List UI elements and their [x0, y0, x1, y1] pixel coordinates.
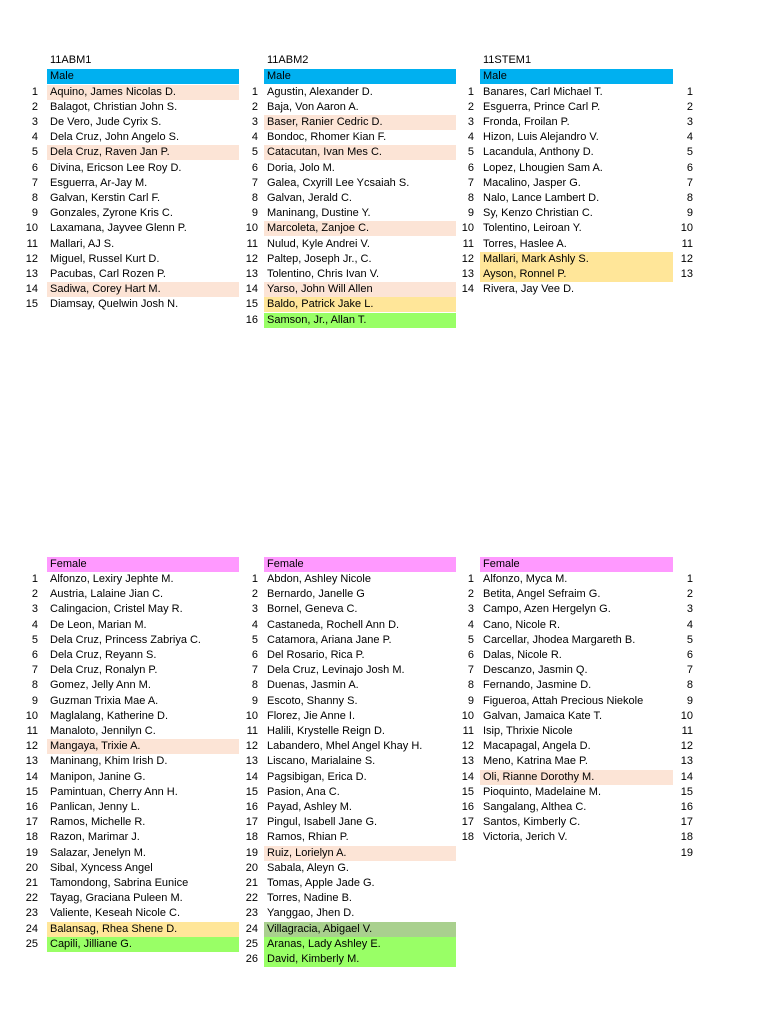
row-number: 3 — [31, 115, 38, 128]
student-name: Gomez, Jelly Ann M. — [50, 679, 151, 692]
row-number: 3 — [31, 603, 38, 616]
row-number: 16 — [461, 801, 474, 813]
row-number: 9 — [467, 694, 474, 707]
student-name: Tolentino, Leiroan Y. — [483, 222, 582, 235]
female-header-11stem1: Female — [480, 557, 673, 572]
row-number: 1 — [251, 573, 258, 585]
student-name: Dela Cruz, Reyann S. — [50, 649, 157, 661]
student-name: Castaneda, Rochell Ann D. — [267, 618, 400, 631]
right-row-number: 4 — [686, 131, 693, 144]
student-name: Gonzales, Zyrone Kris C. — [50, 207, 173, 220]
student-name: Alfonzo, Myca M. — [483, 573, 568, 585]
student-name: Esguerra, Prince Carl P. — [483, 100, 601, 113]
row-number: 8 — [251, 191, 258, 204]
row-number: 9 — [251, 207, 258, 220]
student-name: Descanzo, Jasmin Q. — [483, 664, 588, 677]
row-number: 11 — [462, 725, 474, 737]
student-name: Bornel, Geneva C. — [267, 603, 358, 616]
right-row-number: 18 — [680, 831, 693, 844]
student-name: Macalino, Jasper G. — [483, 176, 581, 189]
row-number: 18 — [245, 831, 258, 844]
student-name: Dalas, Nicole R. — [483, 649, 562, 661]
row-number: 16 — [245, 313, 258, 326]
right-row-number: 11 — [681, 237, 693, 250]
student-name: Carcellar, Jhodea Margareth B. — [483, 633, 636, 646]
student-name: Santos, Kimberly C. — [483, 816, 581, 829]
student-name: Pasion, Ana C. — [267, 785, 340, 798]
student-name: Mangaya, Trixie A. — [47, 739, 239, 754]
row-number: 21 — [25, 877, 38, 889]
row-number: 14 — [25, 770, 38, 783]
student-name: Dela Cruz, John Angelo S. — [50, 131, 180, 144]
student-name: Villagracia, Abigael V. — [264, 922, 456, 937]
row-number: 11 — [26, 725, 38, 737]
row-number: 6 — [467, 649, 474, 661]
row-number: 3 — [467, 603, 474, 616]
student-name: Maninang, Dustine Y. — [267, 207, 371, 220]
right-row-number: 6 — [686, 161, 693, 174]
row-number: 10 — [461, 709, 474, 722]
student-name: Liscano, Marialaine S. — [267, 755, 376, 768]
right-row-number: 2 — [686, 100, 693, 113]
male-header-11stem1: Male — [480, 69, 673, 84]
student-name: Duenas, Jasmin A. — [267, 679, 359, 692]
row-number: 9 — [251, 694, 258, 707]
student-name: Halili, Krystelle Reign D. — [267, 725, 385, 737]
right-row-number: 1 — [686, 85, 693, 98]
row-number: 8 — [251, 679, 258, 692]
right-row-number: 1 — [686, 573, 693, 585]
row-number: 17 — [25, 816, 38, 829]
row-number: 5 — [467, 146, 474, 159]
row-number: 5 — [467, 633, 474, 646]
row-number: 12 — [25, 740, 38, 753]
row-number: 12 — [461, 740, 474, 753]
student-name: Calingacion, Cristel May R. — [50, 603, 183, 616]
row-number: 18 — [461, 831, 474, 844]
right-row-number: 16 — [680, 801, 693, 813]
student-name: Hizon, Luis Alejandro V. — [483, 131, 599, 144]
student-name: Cano, Nicole R. — [483, 618, 561, 631]
student-name: Dela Cruz, Ronalyn P. — [50, 664, 158, 677]
student-name: Sibal, Xyncess Angel — [50, 861, 153, 874]
student-name: Razon, Marimar J. — [50, 831, 140, 844]
student-name: Balansag, Rhea Shene D. — [47, 922, 239, 937]
row-number: 2 — [31, 588, 38, 601]
row-number: 15 — [461, 785, 474, 798]
student-name: Dela Cruz, Princess Zabriya C. — [50, 633, 201, 646]
right-row-number: 2 — [686, 588, 693, 601]
student-name: Pacubas, Carl Rozen P. — [50, 267, 166, 280]
row-number: 22 — [25, 892, 38, 905]
student-name: Lacandula, Anthony D. — [483, 146, 594, 159]
right-row-number: 12 — [680, 252, 693, 265]
student-name: Salazar, Jenelyn M. — [50, 846, 146, 859]
student-name: Ruiz, Lorielyn A. — [264, 846, 456, 861]
row-number: 1 — [467, 85, 474, 98]
student-name: Dela Cruz, Raven Jan P. — [47, 145, 239, 160]
row-number: 2 — [467, 100, 474, 113]
right-row-number: 12 — [680, 740, 693, 753]
student-name: Torres, Nadine B. — [267, 892, 352, 905]
row-number: 16 — [25, 801, 38, 813]
row-number: 5 — [251, 146, 258, 159]
student-name: Catacutan, Ivan Mes C. — [264, 145, 456, 160]
row-number: 18 — [25, 831, 38, 844]
row-number: 2 — [251, 100, 258, 113]
student-name: Sy, Kenzo Christian C. — [483, 207, 593, 220]
row-number: 2 — [251, 588, 258, 601]
row-number: 12 — [245, 740, 258, 753]
student-name: Samson, Jr., Allan T. — [264, 313, 456, 328]
student-name: Tayag, Graciana Puleen M. — [50, 892, 183, 905]
row-number: 15 — [245, 298, 258, 311]
right-row-number: 17 — [680, 816, 693, 829]
student-name: Baser, Ranier Cedric D. — [264, 115, 456, 130]
row-number: 14 — [461, 283, 474, 296]
student-name — [480, 846, 673, 861]
right-row-number: 7 — [686, 664, 693, 677]
student-name: Panlican, Jenny L. — [50, 801, 140, 813]
row-number: 26 — [245, 953, 258, 965]
student-name: Sangalang, Althea C. — [483, 801, 587, 813]
row-number: 13 — [25, 755, 38, 768]
row-number: 6 — [31, 649, 38, 661]
student-name: Bernardo, Janelle G — [267, 588, 365, 601]
student-name: Figueroa, Attah Precious Niekole — [483, 694, 644, 707]
right-row-number: 10 — [680, 709, 693, 722]
student-name: Labandero, Mhel Angel Khay H. — [267, 740, 423, 753]
row-number: 16 — [245, 801, 258, 813]
student-name: Nulud, Kyle Andrei V. — [267, 237, 370, 250]
right-row-number: 4 — [686, 618, 693, 631]
row-number: 4 — [251, 131, 258, 144]
right-row-number: 14 — [680, 770, 693, 783]
student-name: Pamintuan, Cherry Ann H. — [50, 785, 178, 798]
student-name: Aranas, Lady Ashley E. — [264, 937, 456, 952]
student-name: Austria, Lalaine Jian C. — [50, 588, 164, 601]
row-number: 3 — [251, 603, 258, 616]
row-number: 7 — [31, 664, 38, 677]
student-name: Betita, Angel Sefraim G. — [483, 588, 601, 601]
row-number: 5 — [251, 633, 258, 646]
student-name: Capili, Jilliane G. — [47, 937, 239, 952]
right-row-number: 3 — [686, 115, 693, 128]
row-number: 17 — [461, 816, 474, 829]
student-name: Abdon, Ashley Nicole — [267, 573, 371, 585]
row-number: 2 — [31, 100, 38, 113]
student-name: Macapagal, Angela D. — [483, 740, 591, 753]
row-number: 1 — [467, 573, 474, 585]
row-number: 20 — [245, 861, 258, 874]
right-row-number: 5 — [686, 633, 693, 646]
row-number: 10 — [25, 709, 38, 722]
row-number: 22 — [245, 892, 258, 905]
student-name: Marcoleta, Zanjoe C. — [264, 221, 456, 236]
row-number: 1 — [31, 573, 38, 585]
student-name: Pingul, Isabell Jane G. — [267, 816, 378, 829]
student-name: Balagot, Christian John S. — [50, 100, 178, 113]
row-number: 5 — [31, 633, 38, 646]
row-number: 4 — [467, 618, 474, 631]
student-name: Rivera, Jay Vee D. — [483, 283, 575, 296]
row-number: 23 — [25, 907, 38, 920]
row-number: 3 — [251, 115, 258, 128]
row-number: 10 — [245, 222, 258, 235]
row-number: 10 — [25, 222, 38, 235]
right-row-number: 19 — [680, 846, 693, 859]
row-number — [454, 846, 474, 861]
row-number: 9 — [31, 207, 38, 220]
student-name: Baldo, Patrick Jake L. — [264, 297, 456, 312]
right-row-number: 11 — [681, 725, 693, 737]
section-title-11stem1: 11STEM1 — [483, 54, 532, 66]
row-number: 10 — [461, 222, 474, 235]
student-name: Isip, Thrixie Nicole — [483, 725, 573, 737]
row-number: 8 — [31, 679, 38, 692]
row-number: 23 — [245, 907, 258, 920]
row-number: 14 — [461, 770, 474, 783]
student-name: Tolentino, Chris Ivan V. — [267, 267, 380, 280]
row-number: 11 — [26, 237, 38, 250]
row-number: 1 — [31, 85, 38, 98]
student-name: Maglalang, Katherine D. — [50, 709, 169, 722]
student-name: Oli, Rianne Dorothy M. — [480, 770, 673, 785]
student-name: Yanggao, Jhen D. — [267, 907, 355, 920]
section-title-11abm2: 11ABM2 — [267, 54, 309, 66]
student-name: Ramos, Michelle R. — [50, 816, 146, 829]
row-number: 20 — [25, 861, 38, 874]
right-row-number: 8 — [686, 191, 693, 204]
section-title-11abm1: 11ABM1 — [50, 54, 92, 66]
student-name: Tamondong, Sabrina Eunice — [50, 877, 189, 889]
row-number: 13 — [245, 267, 258, 280]
row-number: 24 — [245, 922, 258, 935]
student-name: Galea, Cxyrill Lee Ycsaiah S. — [267, 176, 410, 189]
student-name: Campo, Azen Hergelyn G. — [483, 603, 611, 616]
student-name: Galvan, Kerstin Carl F. — [50, 191, 161, 204]
row-number: 6 — [251, 161, 258, 174]
row-number: 14 — [25, 283, 38, 296]
row-number: 9 — [467, 207, 474, 220]
student-name: Sadiwa, Corey Hart M. — [47, 282, 239, 297]
student-name: Bondoc, Rhomer Kian F. — [267, 131, 387, 144]
row-number: 8 — [467, 191, 474, 204]
row-number: 14 — [245, 283, 258, 296]
row-number: 7 — [251, 664, 258, 677]
student-name: Lopez, Lhougien Sam A. — [483, 161, 603, 174]
student-name: Mallari, Mark Ashly S. — [480, 252, 673, 267]
student-name: Fronda, Froilan P. — [483, 115, 570, 128]
row-number: 11 — [462, 237, 474, 250]
right-row-number: 9 — [686, 207, 693, 220]
right-row-number: 13 — [680, 267, 693, 280]
student-name: Galvan, Jerald C. — [267, 191, 352, 204]
row-number: 15 — [25, 298, 38, 311]
student-name: Laxamana, Jayvee Glenn P. — [50, 222, 187, 235]
student-name: Del Rosario, Rica P. — [267, 649, 365, 661]
student-name: Florez, Jie Anne I. — [267, 709, 356, 722]
row-number: 8 — [467, 679, 474, 692]
row-number: 7 — [31, 176, 38, 189]
student-name: Banares, Carl Michael T. — [483, 85, 603, 98]
row-number: 19 — [25, 846, 38, 859]
student-name: Divina, Ericson Lee Roy D. — [50, 161, 182, 174]
student-name: Dela Cruz, Levinajo Josh M. — [267, 664, 405, 677]
student-name: Ayson, Ronnel P. — [480, 267, 673, 282]
row-number: 12 — [25, 252, 38, 265]
student-name: Agustin, Alexander D. — [267, 85, 373, 98]
student-name: Escoto, Shanny S. — [267, 694, 358, 707]
student-name: De Vero, Jude Cyrix S. — [50, 115, 162, 128]
student-name: Torres, Haslee A. — [483, 237, 567, 250]
student-name: Esguerra, Ar-Jay M. — [50, 176, 148, 189]
row-number: 1 — [251, 85, 258, 98]
row-number: 11 — [246, 725, 258, 737]
row-number: 3 — [467, 115, 474, 128]
student-name: Pioquinto, Madelaine M. — [483, 785, 602, 798]
student-name: Ramos, Rhian P. — [267, 831, 349, 844]
student-name: Guzman Trixia Mae A. — [50, 694, 159, 707]
right-row-number: 3 — [686, 603, 693, 616]
female-header-11abm2: Female — [264, 557, 456, 572]
row-number: 4 — [31, 131, 38, 144]
row-number: 11 — [246, 237, 258, 250]
student-name: Catamora, Ariana Jane P. — [267, 633, 392, 646]
row-number: 4 — [251, 618, 258, 631]
right-row-number: 9 — [686, 694, 693, 707]
student-name: Mallari, AJ S. — [50, 237, 115, 250]
student-name: Valiente, Keseah Nicole C. — [50, 907, 181, 920]
row-number: 13 — [245, 755, 258, 768]
row-number: 21 — [245, 877, 258, 889]
row-number: 7 — [467, 176, 474, 189]
row-number: 13 — [461, 755, 474, 768]
right-row-number: 13 — [680, 755, 693, 768]
male-header-11abm2: Male — [264, 69, 456, 84]
student-name: Sabala, Aleyn G. — [267, 861, 349, 874]
right-row-number: 5 — [686, 146, 693, 159]
right-row-number: 6 — [686, 649, 693, 661]
right-row-number: 10 — [680, 222, 693, 235]
student-name: Paltep, Joseph Jr., C. — [267, 252, 372, 265]
student-name: Manipon, Janine G. — [50, 770, 146, 783]
row-number: 15 — [245, 785, 258, 798]
row-number: 7 — [251, 176, 258, 189]
row-number: 12 — [461, 252, 474, 265]
student-name: Alfonzo, Lexiry Jephte M. — [50, 573, 174, 585]
row-number: 10 — [245, 709, 258, 722]
student-name: Manaloto, Jennilyn C. — [50, 725, 156, 737]
male-header-11abm1: Male — [47, 69, 239, 84]
row-number: 4 — [31, 618, 38, 631]
student-name: Victoria, Jerich V. — [483, 831, 568, 844]
student-name: Nalo, Lance Lambert D. — [483, 191, 600, 204]
student-name: Miguel, Russel Kurt D. — [50, 252, 160, 265]
row-number: 4 — [467, 131, 474, 144]
female-header-11abm1: Female — [47, 557, 239, 572]
row-number: 6 — [31, 161, 38, 174]
student-name: Pagsibigan, Erica D. — [267, 770, 367, 783]
row-number: 6 — [467, 161, 474, 174]
student-name: De Leon, Marian M. — [50, 618, 147, 631]
student-name: Maninang, Khim Irish D. — [50, 755, 168, 768]
row-number: 17 — [245, 816, 258, 829]
row-number: 9 — [31, 694, 38, 707]
row-number: 25 — [25, 937, 38, 950]
row-number: 13 — [25, 267, 38, 280]
row-number: 19 — [245, 846, 258, 859]
row-number: 12 — [245, 252, 258, 265]
student-name: Diamsay, Quelwin Josh N. — [50, 298, 179, 311]
right-row-number: 7 — [686, 176, 693, 189]
student-name: Payad, Ashley M. — [267, 801, 352, 813]
student-name: Fernando, Jasmine D. — [483, 679, 592, 692]
right-row-number: 8 — [686, 679, 693, 692]
row-number: 5 — [31, 146, 38, 159]
student-name: Meno, Katrina Mae P. — [483, 755, 588, 768]
student-name: David, Kimberly M. — [264, 952, 456, 967]
row-number: 2 — [467, 588, 474, 601]
row-number: 15 — [25, 785, 38, 798]
row-number: 24 — [25, 922, 38, 935]
row-number: 6 — [251, 649, 258, 661]
student-name: Baja, Von Aaron A. — [267, 100, 359, 113]
student-name: Aquino, James Nicolas D. — [47, 85, 239, 100]
row-number: 8 — [31, 191, 38, 204]
row-number: 25 — [245, 937, 258, 950]
student-name: Galvan, Jamaica Kate T. — [483, 709, 603, 722]
row-number: 14 — [245, 770, 258, 783]
student-name: Doria, Jolo M. — [267, 161, 335, 174]
row-number: 7 — [467, 664, 474, 677]
right-row-number: 15 — [680, 785, 693, 798]
row-number: 13 — [461, 267, 474, 280]
student-name: Yarso, John Will Allen — [264, 282, 456, 297]
student-name: Tomas, Apple Jade G. — [267, 877, 375, 889]
